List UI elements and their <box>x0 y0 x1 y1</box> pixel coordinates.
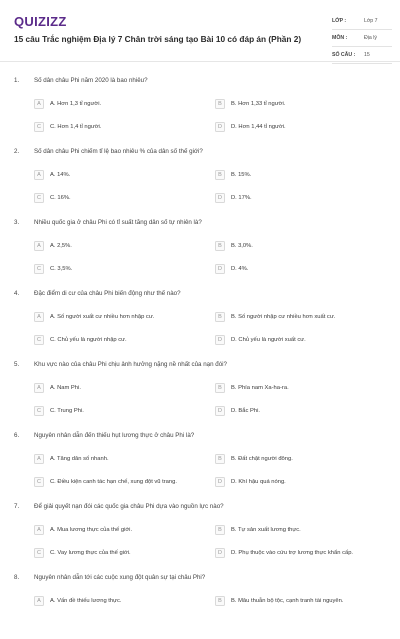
option-letter-badge: C <box>34 548 44 558</box>
question-number: 1. <box>14 77 20 84</box>
question-2 <box>0 143 400 213</box>
meta-value: 15 <box>364 52 370 58</box>
question-text: Nguyên nhân dẫn đến thiếu hụt lương thực ở châu Phi là? <box>34 432 195 439</box>
option-d[interactable] <box>215 475 286 489</box>
option-a[interactable] <box>34 168 70 182</box>
option-letter-badge: A <box>34 312 44 322</box>
option-letter-badge: B <box>215 170 225 180</box>
question-4 <box>0 285 400 355</box>
question-text: Nguyên nhân dẫn tới các cuộc xung đột quân sự tại châu Phi? <box>34 574 206 581</box>
option-text: C. 3,5%. <box>50 266 73 272</box>
option-text: C. Điều kiện canh tác hạn chế, xung đột vũ trang. <box>50 479 177 485</box>
option-b[interactable] <box>215 381 289 395</box>
option-b[interactable] <box>215 239 253 253</box>
option-text: B. Đất chật người đông. <box>231 456 293 462</box>
option-text: A. Vấn đề thiếu lương thực. <box>50 598 122 604</box>
option-c[interactable] <box>34 120 101 134</box>
option-letter-badge: A <box>34 170 44 180</box>
option-text: D. Khí hậu quá nóng. <box>231 479 286 485</box>
option-text: A. 14%. <box>50 172 71 178</box>
option-c[interactable] <box>34 191 71 205</box>
meta-row-grade <box>332 13 392 30</box>
option-text: A. Tăng dân số nhanh. <box>50 456 109 462</box>
option-letter-badge: D <box>215 122 225 132</box>
question-1 <box>0 72 400 142</box>
meta-label: SỐ CÂU : <box>332 52 356 58</box>
option-a[interactable] <box>34 452 109 466</box>
question-text: Số dân châu Phi năm 2020 là bao nhiêu? <box>34 77 148 84</box>
option-a[interactable] <box>34 239 72 253</box>
option-letter-badge: C <box>34 477 44 487</box>
question-text: Khu vực nào của châu Phi chịu ảnh hưởng nặng nề nhất của nạn đói? <box>34 361 227 368</box>
option-b[interactable] <box>215 310 335 324</box>
option-text: B. 15%. <box>231 172 252 178</box>
option-text: D. Hơn 1,44 tỉ người. <box>231 124 286 130</box>
option-letter-badge: A <box>34 241 44 251</box>
option-c[interactable] <box>34 404 84 418</box>
option-b[interactable] <box>215 452 293 466</box>
option-text: C. Chủ yếu là người nhập cư. <box>50 337 127 343</box>
question-8 <box>0 569 400 639</box>
option-text: C. 16%. <box>50 195 71 201</box>
option-text: A. Hơn 1,3 tỉ người. <box>50 101 102 107</box>
option-text: C. Hơn 1,4 tỉ người. <box>50 124 102 130</box>
option-letter-badge: B <box>215 525 225 535</box>
question-number: 3. <box>14 219 20 226</box>
option-letter-badge: C <box>34 193 44 203</box>
option-letter-badge: D <box>215 477 225 487</box>
option-text: B. 3,0%. <box>231 243 253 249</box>
option-text: D. Phụ thuộc vào cứu trợ lương thực khẩn cấp. <box>231 550 354 556</box>
option-letter-badge: B <box>215 454 225 464</box>
option-c[interactable] <box>34 546 131 560</box>
option-text: A. Nam Phi. <box>50 385 81 391</box>
question-6 <box>0 427 400 497</box>
option-letter-badge: C <box>34 406 44 416</box>
option-text: D. Bắc Phi. <box>231 408 260 414</box>
meta-row-count <box>332 47 392 64</box>
question-number: 2. <box>14 148 20 155</box>
option-d[interactable] <box>215 120 286 134</box>
option-letter-badge: B <box>215 383 225 393</box>
option-a[interactable] <box>34 594 122 608</box>
option-letter-badge: B <box>215 241 225 251</box>
meta-value: Lớp 7 <box>364 18 378 24</box>
option-letter-badge: C <box>34 335 44 345</box>
question-number: 6. <box>14 432 20 439</box>
option-a[interactable] <box>34 523 132 537</box>
option-letter-badge: D <box>215 264 225 274</box>
question-5 <box>0 356 400 426</box>
option-letter-badge: B <box>215 312 225 322</box>
option-letter-badge: A <box>34 383 44 393</box>
question-number: 5. <box>14 361 20 368</box>
meta-value: Địa lý <box>364 35 377 41</box>
meta-label: LỚP : <box>332 18 347 24</box>
worksheet-header <box>0 0 400 62</box>
option-letter-badge: A <box>34 596 44 606</box>
option-text: C. Trung Phi. <box>50 408 84 414</box>
option-b[interactable] <box>215 594 343 608</box>
question-number: 7. <box>14 503 20 510</box>
question-text: Để giải quyết nạn đói các quốc gia châu Phi dựa vào nguồn lực nào? <box>34 503 224 510</box>
option-letter-badge: C <box>34 264 44 274</box>
option-letter-badge: A <box>34 454 44 464</box>
option-d[interactable] <box>215 333 306 347</box>
option-text: C. Vay lương thực của thế giới. <box>50 550 131 556</box>
option-letter-badge: B <box>215 596 225 606</box>
option-letter-badge: D <box>215 193 225 203</box>
option-text: B. Tự sản xuất lương thực. <box>231 527 301 533</box>
option-d[interactable] <box>215 546 353 560</box>
option-letter-badge: D <box>215 335 225 345</box>
option-letter-badge: D <box>215 548 225 558</box>
meta-label: MÔN : <box>332 35 348 41</box>
quizizz-logo[interactable]: QUIZIZZ <box>14 14 67 29</box>
option-d[interactable] <box>215 404 260 418</box>
option-a[interactable] <box>34 310 154 324</box>
option-c[interactable] <box>34 333 127 347</box>
worksheet-meta <box>332 13 392 64</box>
option-b[interactable] <box>215 97 285 111</box>
option-c[interactable] <box>34 262 72 276</box>
option-b[interactable] <box>215 523 301 537</box>
option-text: B. Phía nam Xa-ha-ra. <box>231 385 289 391</box>
option-text: A. Số người xuất cư nhiều hơn nhập cư. <box>50 314 155 320</box>
worksheet-title: 15 câu Trắc nghiệm Địa lý 7 Chân trời sáng tạo Bài 10 có đáp án (Phần 2) <box>14 34 302 44</box>
option-text: D. 4%. <box>231 266 249 272</box>
option-b[interactable] <box>215 168 251 182</box>
option-text: B. Mâu thuẫn bộ tộc, cạnh tranh tài nguyên. <box>231 598 344 604</box>
option-d[interactable] <box>215 191 252 205</box>
question-text: Số dân châu Phi chiếm tỉ lệ bao nhiêu % của dân số thế giới? <box>34 148 203 155</box>
question-number: 8. <box>14 574 20 581</box>
option-text: B. Số người nhập cư nhiều hơn xuất cư. <box>231 314 336 320</box>
meta-row-subject <box>332 30 392 47</box>
option-letter-badge: B <box>215 99 225 109</box>
option-a[interactable] <box>34 97 101 111</box>
option-c[interactable] <box>34 475 177 489</box>
question-text: Nhiều quốc gia ở châu Phi có tỉ suất tăng dân số tự nhiên là? <box>34 219 202 226</box>
question-text: Đặc điểm di cư của châu Phi biến động như thế nào? <box>34 290 181 297</box>
option-text: A. Mua lương thực của thế giới. <box>50 527 133 533</box>
option-text: A. 2,5%. <box>50 243 72 249</box>
option-letter-badge: D <box>215 406 225 416</box>
option-letter-badge: A <box>34 525 44 535</box>
option-text: D. Chủ yếu là người xuất cư. <box>231 337 306 343</box>
option-d[interactable] <box>215 262 248 276</box>
option-text: D. 17%. <box>231 195 252 201</box>
option-letter-badge: A <box>34 99 44 109</box>
option-text: B. Hơn 1,33 tỉ người. <box>231 101 286 107</box>
option-a[interactable] <box>34 381 81 395</box>
question-7 <box>0 498 400 568</box>
question-3 <box>0 214 400 284</box>
question-number: 4. <box>14 290 20 297</box>
option-letter-badge: C <box>34 122 44 132</box>
